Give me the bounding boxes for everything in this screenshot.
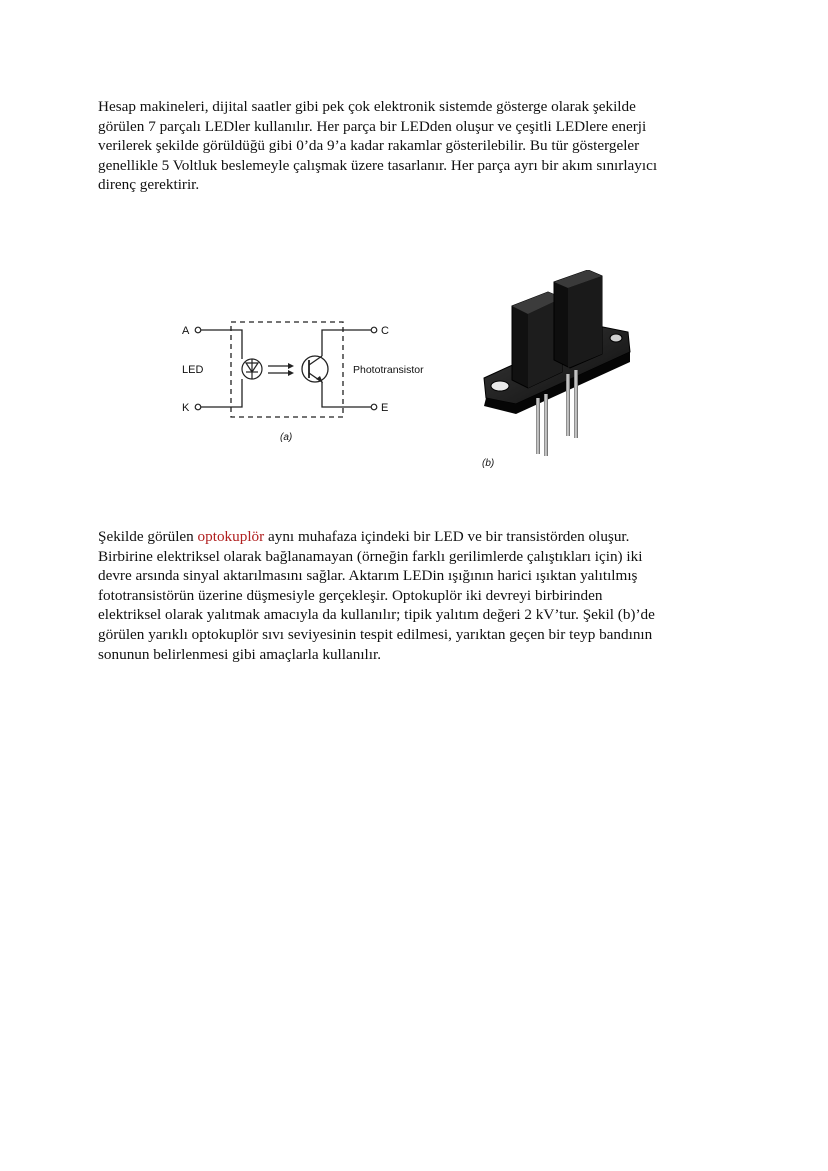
terminal-c-label: C bbox=[381, 325, 389, 337]
led-label: LED bbox=[182, 364, 204, 376]
phototransistor-label: Phototransistor bbox=[353, 364, 424, 376]
text-line: görülen yarıklı optokuplör sıvı seviyesinin tespit edilmesi, yarıktan geçen bir teyp bandının bbox=[98, 625, 653, 643]
led-diode-symbol bbox=[242, 359, 262, 379]
phototransistor-symbol bbox=[302, 356, 328, 383]
light-arrows bbox=[268, 363, 294, 376]
text-line: genellikle 5 Voltluk beslemeyle çalışmak üzere tasarlanır. Her parça ayrı bir akım sınırlayıcı bbox=[98, 156, 658, 174]
terminal-e-label: E bbox=[381, 402, 389, 414]
optocoupler-paragraph bbox=[98, 527, 738, 664]
text-segment: aynı muhafaza içindeki bir LED ve bir transistörden oluşur. bbox=[264, 528, 630, 545]
terminal-e-node bbox=[371, 404, 377, 410]
optokupler-term: optokuplör bbox=[197, 528, 265, 545]
text-line: Hesap makineleri, dijital saatler gibi pek çok elektronik sistemde gösterge olarak şekilde bbox=[98, 98, 636, 115]
text-line: direnç gerektirir. bbox=[98, 176, 200, 194]
terminal-a-label: A bbox=[182, 325, 190, 337]
text-line: fototransistörün üzerine düşmesiyle gerçekleşir. Optokuplör iki devreyi birbirinden bbox=[98, 586, 603, 604]
terminal-a-node bbox=[195, 327, 201, 333]
terminal-k-label: K bbox=[182, 402, 190, 414]
text-line: sonunun belirlenmesi gibi amaçlarla kullanılır. bbox=[98, 645, 382, 663]
text-line: Birbirine elektriksel olarak bağlanamayan (örneğin farklı gerilimlerde çalıştıkları için) iki bbox=[98, 547, 643, 565]
text-line: görülen 7 parçalı LEDler kullanılır. Her parça bir LEDden oluşur ve çeşitli LEDlere enerji bbox=[98, 117, 647, 135]
text-segment: Şekilde görülen bbox=[98, 528, 198, 545]
terminal-c-node bbox=[371, 327, 377, 333]
optocoupler-schematic bbox=[170, 310, 450, 450]
package-outline bbox=[231, 322, 343, 417]
text-line: elektriksel olarak yalıtmak amacıyla da kullanılır; tipik yalıtım değeri 2 kV’tur. Şekil (b)’de bbox=[98, 606, 655, 624]
figure-a-caption: (a) bbox=[280, 432, 293, 443]
figure-b-caption: (b) bbox=[482, 458, 495, 469]
terminal-k-node bbox=[195, 404, 201, 410]
text-line: verilerek şekilde görüldüğü gibi 0’da 9’a kadar rakamlar gösterilebilir. Bu tür göstergeler bbox=[98, 137, 640, 155]
text-line bbox=[98, 527, 738, 547]
text-line: devre arsında sinyal aktarılmasını sağlar. Aktarım LEDin ışığının harici ışıktan yalıtılmış bbox=[98, 567, 638, 585]
intro-paragraph bbox=[98, 97, 738, 195]
slotted-optocoupler-photo bbox=[470, 270, 640, 475]
